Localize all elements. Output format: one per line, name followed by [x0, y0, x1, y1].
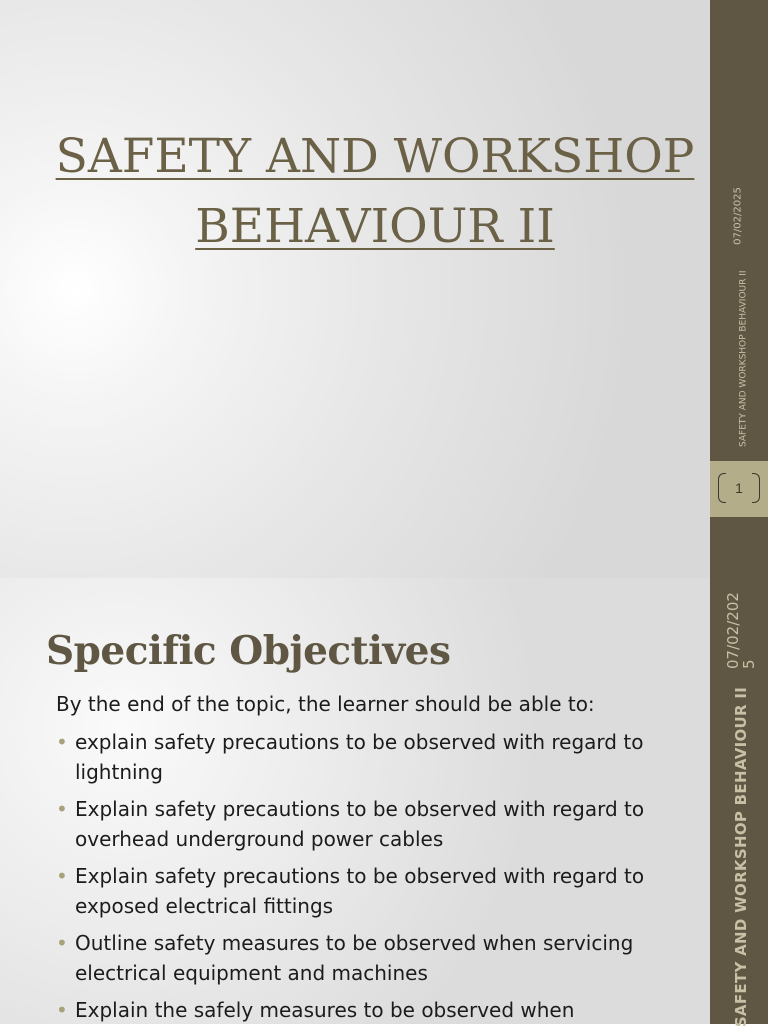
bullet-icon: • [56, 864, 68, 888]
list-item [56, 727, 676, 787]
slide-date: 07/02/2025 [724, 592, 758, 669]
list-item [56, 928, 676, 988]
list-item [56, 861, 676, 921]
bracket-right-icon [752, 473, 760, 503]
list-item-text: Outline safety measures to be observed when servicing electrical equipment and machines [75, 931, 634, 985]
bullet-icon: • [56, 931, 68, 955]
slide-footer: SAFETY AND WORKSHOP BEHAVIOUR II [732, 686, 750, 1028]
list-item-text: Explain the safely measures to be observed when [75, 998, 575, 1022]
list-item-text: explain safety precautions to be observed with regard to lightning [75, 730, 644, 784]
page-number: 1 [735, 480, 743, 496]
slide-date: 07/02/2025 [732, 187, 744, 245]
objectives-intro: By the end of the topic, the learner should be able to: [56, 692, 595, 716]
list-item-text: Explain safety precautions to be observed with regard to exposed electrical fittings [75, 864, 645, 918]
list-item-text: Explain safety precautions to be observed with regard to overhead underground power cables [75, 797, 645, 851]
list-item [56, 995, 676, 1025]
bullet-icon: • [56, 730, 68, 754]
slide-footer: SAFETY AND WORKSHOP BEHAVIOUR II [738, 270, 749, 447]
objectives-list [56, 727, 676, 1032]
page-number-tab [710, 461, 768, 517]
bullet-icon: • [56, 797, 68, 821]
objectives-heading: Specific Objectives [46, 628, 451, 674]
slide-title: SAFETY AND WORKSHOP BEHAVIOUR II [55, 129, 695, 254]
bullet-icon: • [56, 998, 68, 1022]
list-item [56, 794, 676, 854]
